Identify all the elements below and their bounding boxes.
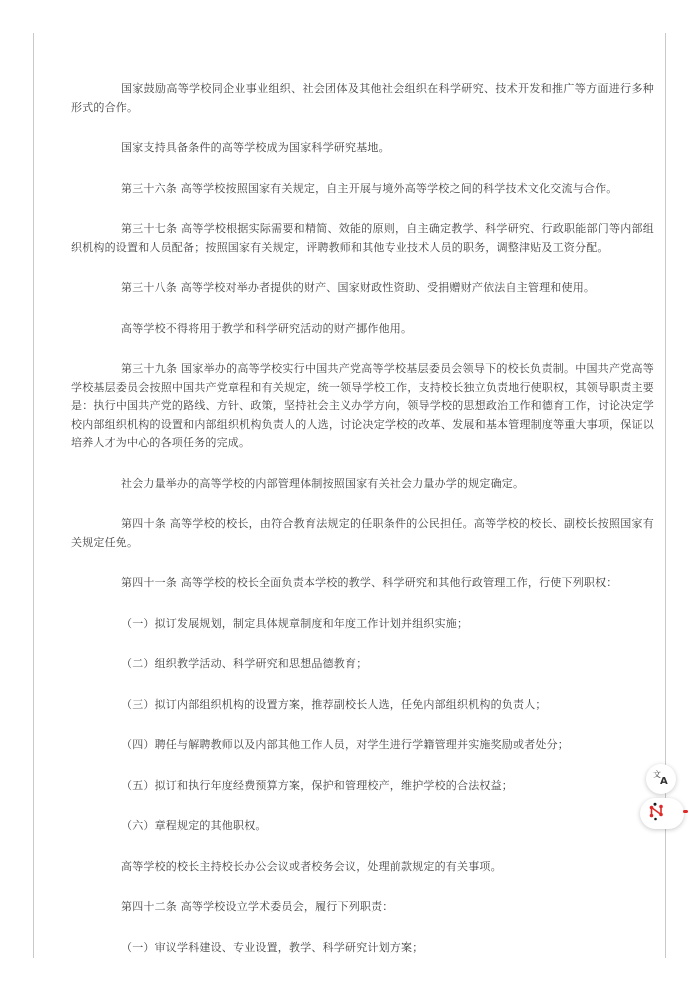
paragraph: 第三十九条 国家举办的高等学校实行中国共产党高等学校基层委员会领导下的校长负责制。中国共产党高等学校基层委员会按照中国共产党章程和有关规定，统一领导学校工作，支持校长独立负责地行使职权，其领导职责主要是：执行中国共产党的路线、方针、政策，坚持社会主义办学方向，领导学校的思想政治工作和德育工作，讨论决定学校内部组织机构的设置和内部组织机构负责人的人选，讨论决定学校的改革、发展和基本管理制度等重大事项，保证以培养人才为中心的各项任务的完成。 [71,362,654,449]
list-item-paragraph: （三）拟订内部组织机构的设置方案，推荐副校长人选，任免内部组织机构的负责人； [121,697,547,711]
translate-icon [652,768,670,790]
list-item-paragraph: （四）聘任与解聘教师以及内部其他工作人员，对学生进行学籍管理并实施奖励或者处分； [121,738,569,751]
paragraph: 社会力量举办的高等学校的内部管理体制按照国家有关社会力量办学的规定确定。 [121,476,525,490]
red-dash-indicator [683,810,688,813]
list-item-paragraph: （二）组织教学活动、科学研究和思想品德教育； [121,657,368,670]
network-n-icon [647,802,666,825]
svg-text:文: 文 [653,770,661,779]
paragraph: 高等学校的校长主持校长办公会议或者校务会议，处理前款规定的有关事项。 [121,859,502,873]
paragraph: 第三十六条 高等学校按照国家有关规定，自主开展与境外高等学校之间的科学技术文化交流与合作。 [121,181,618,195]
paragraph: 第三十七条 高等学校根据实际需要和精简、效能的原则，自主确定教学、科学研究、行政职能部门等内部组织机构的设置和人员配备；按照国家有关规定，评聘教师和其他专业技术人员的职务，调整津贴及工资分配。 [71,222,654,254]
document-content [71,80,654,957]
page-frame [33,33,666,958]
translate-button[interactable] [646,764,676,794]
list-item-paragraph: （一）拟订发展规划，制定具体规章制度和年度工作计划并组织实施； [121,616,469,630]
paragraph: 第四十一条 高等学校的校长全面负责本学校的教学、科学研究和其他行政管理工作，行使下列职权： [121,576,618,589]
paragraph: 第四十条 高等学校的校长，由符合教育法规定的任职条件的公民担任。高等学校的校长、副校长按照国家有关规定任免。 [71,517,654,549]
list-item-paragraph: （五）拟订和执行年度经费预算方案，保护和管理校产，维护学校的合法权益； [121,778,513,792]
paragraph: 国家鼓励高等学校同企业事业组织、社会团体及其他社会组织在科学研究、技术开发和推广等方面进行多种形式的合作。 [71,82,654,114]
notes-button[interactable] [640,798,684,829]
svg-text:A: A [660,776,668,786]
paragraph: 第三十八条 高等学校对举办者提供的财产、国家财政性资助、受捐赠财产依法自主管理和使用。 [121,281,596,294]
list-item-paragraph: （一）审议学科建设、专业设置，教学、科学研究计划方案； [121,940,424,954]
list-item-paragraph: （六）章程规定的其他职权。 [121,819,267,832]
paragraph: 第四十二条 高等学校设立学术委员会，履行下列职责： [121,900,394,913]
paragraph: 高等学校不得将用于教学和科学研究活动的财产挪作他用。 [121,321,413,335]
paragraph: 国家支持具备条件的高等学校成为国家科学研究基地。 [121,141,390,154]
